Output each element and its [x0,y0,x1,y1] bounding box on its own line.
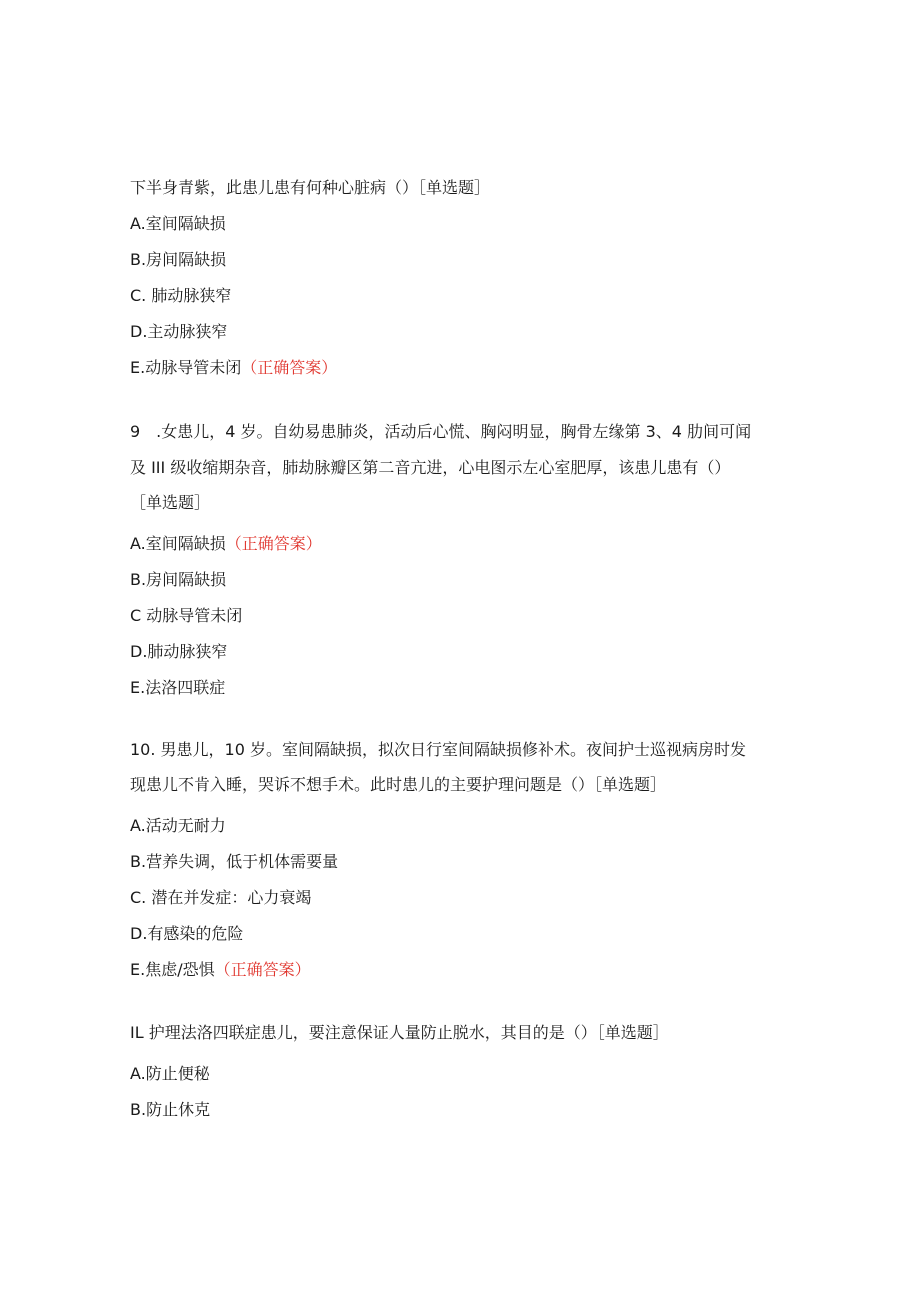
q9-option-e: E.法洛四联症 [130,678,226,697]
q9-stem-line-3: ［单选题］ [130,493,211,512]
q11-option-b: B.防止休克 [130,1100,211,1119]
q8-option-b: B.房间隔缺损 [130,250,227,269]
q10-option-e-text: E.焦虑/恐惧 [130,960,215,979]
q10-option-c: C. 潜在并发症：心力衰竭 [130,888,312,907]
q9-option-a-text: A.室间隔缺损 [130,534,226,553]
q10-option-e [130,960,311,980]
q8-option-e-text: E.动脉导管未闭 [130,358,242,377]
q10-option-b: B.营养失调，低于机体需要量 [130,852,339,871]
q10-option-d: D.有感染的危险 [130,924,244,943]
q10-stem-line-2: 现患儿不肯入睡，哭诉不想手术。此时患儿的主要护理问题是（）［单选题］ [130,775,667,794]
q8-option-e [130,358,337,378]
q9-option-c: C 动脉导管未闭 [130,606,243,625]
q9-correct-tag: （正确答案） [225,534,322,553]
q10-option-a: A.活动无耐力 [130,816,226,835]
q10-stem-line-1: 10. 男患儿，10 岁。室间隔缺损，拟次日行室间隔缺损修补术。夜间护士巡视病房时发 [130,740,746,759]
q9-stem-line-2: 及 III 级收缩期杂音，肺劫脉瓣区第二音亢进，心电图示左心室肥厚，该患儿患有（） [130,458,731,477]
q8-correct-tag: （正确答案） [241,358,338,377]
q9-option-d: D.肺动脉狭窄 [130,642,228,661]
q9-option-b: B.房间隔缺损 [130,570,227,589]
q8-option-d: D.主动脉狭窄 [130,322,228,341]
q11-stem: IL 护理法洛四联症患儿，要注意保证人量防止脱水，其目的是（）［单选题］ [130,1023,669,1042]
q8-option-a: A.室间隔缺损 [130,214,226,233]
q8-option-c: C. 肺动脉狭窄 [130,286,232,305]
q10-correct-tag: （正确答案） [214,960,311,979]
q9-stem-line-1: 9 .女患儿，4 岁。自幼易患肺炎，活动后心慌、胸闷明显，胸骨左缘第 3、4 肋间可闻 [130,422,752,441]
q11-option-a: A.防止便秘 [130,1064,210,1083]
q9-option-a [130,534,322,554]
q8-stem: 下半身青紫，此患儿患有何种心脏病（）［单选题］ [130,178,491,197]
